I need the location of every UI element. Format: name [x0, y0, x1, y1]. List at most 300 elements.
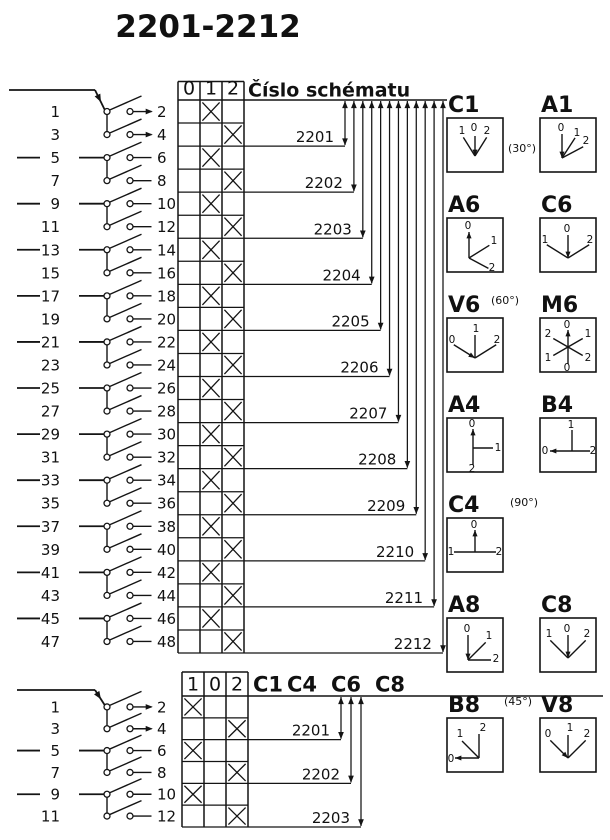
position-digit: 0: [470, 122, 478, 134]
position-digit: 2: [468, 463, 476, 475]
position-box-C4: [447, 493, 503, 572]
handle-position-line: [568, 640, 586, 658]
contact-terminal: [104, 615, 110, 621]
contact-number-left: 21: [40, 333, 60, 352]
contact-row: [50, 119, 166, 144]
position-box-title: C4: [448, 493, 480, 518]
contact-number-left: 1: [50, 103, 60, 122]
handle-position-line: [547, 245, 568, 258]
contact-terminal: [127, 362, 133, 368]
arrowhead: [413, 507, 419, 514]
arrowhead: [387, 369, 393, 376]
switch-blade: [109, 511, 141, 525]
contact-number-left: 5: [50, 149, 60, 168]
x-mark: [184, 698, 201, 715]
position-digit: 0: [447, 753, 455, 765]
contact-number-left: 29: [40, 425, 60, 444]
switch-blade: [109, 557, 141, 571]
contact-terminal: [104, 500, 110, 506]
arrowhead: [440, 101, 446, 108]
position-digit: 1: [584, 328, 592, 340]
contact-terminal: [127, 178, 133, 184]
contact-number-left: 23: [40, 356, 60, 375]
contact-terminal: [127, 615, 133, 621]
contact-number-right: 6: [157, 149, 167, 168]
schema-number: 2201: [295, 128, 334, 147]
position-column-header: 1: [204, 77, 218, 100]
contact-row: [41, 534, 176, 559]
contact-number-right: 48: [157, 632, 177, 651]
x-mark: [228, 720, 245, 737]
contact-terminal: [104, 178, 110, 184]
arrowhead: [387, 101, 393, 108]
arrowhead: [369, 277, 375, 284]
position-box-title: V6: [448, 293, 481, 318]
contact-terminal: [104, 362, 110, 368]
schema-number: 2206: [340, 358, 379, 377]
contact-terminal: [104, 638, 110, 644]
bus-schema-label: C1: [253, 672, 284, 697]
handle-position-line: [463, 137, 475, 156]
contact-terminal: [104, 523, 110, 529]
switch-blade: [109, 165, 141, 179]
position-box-title: A4: [448, 393, 481, 418]
contact-terminal: [104, 408, 110, 414]
handle-position-line: [568, 339, 583, 348]
contact-number-right: 2: [157, 698, 167, 717]
x-mark: [224, 356, 241, 374]
position-box-C6: [540, 193, 596, 272]
switch-blade: [109, 626, 141, 640]
contact-number-right: 30: [157, 425, 177, 444]
x-mark: [224, 218, 241, 236]
position-box-V8: [540, 693, 596, 772]
position-box-A6: [447, 193, 503, 274]
arrowhead: [146, 704, 153, 710]
switch-blade: [109, 119, 141, 133]
contact-number-left: 7: [50, 172, 60, 191]
contact-terminal: [104, 748, 110, 754]
contact-terminal: [127, 132, 133, 138]
contact-number-right: 22: [157, 333, 177, 352]
contact-terminal: [104, 293, 110, 299]
position-digit: 2: [492, 653, 500, 665]
arrowhead: [338, 697, 344, 704]
contact-row: [50, 713, 166, 738]
x-mark: [224, 448, 241, 466]
contact-row: [17, 690, 167, 726]
contact-row: [17, 142, 167, 178]
position-digit: 1: [545, 628, 553, 640]
handle-position-line: [550, 640, 568, 658]
position-digit: 0: [563, 362, 571, 374]
contact-terminal: [104, 224, 110, 230]
contact-number-right: 44: [157, 586, 177, 605]
schema-number: 2203: [313, 220, 352, 239]
contact-number-left: 3: [50, 720, 60, 739]
position-digit: 1: [566, 722, 574, 734]
position-digit: 2: [495, 546, 503, 558]
contact-number-right: 16: [157, 264, 177, 283]
contact-terminal: [127, 339, 133, 345]
contact-row: [41, 580, 176, 605]
contact-terminal: [127, 385, 133, 391]
position-digit: 0: [463, 623, 471, 635]
position-digit: 2: [479, 722, 487, 734]
position-box-title: C6: [541, 193, 573, 218]
contact-terminal: [104, 385, 110, 391]
x-mark: [224, 632, 241, 650]
switch-blade: [109, 442, 141, 456]
main-contact-diagram: [9, 78, 447, 654]
contact-terminal: [104, 813, 110, 819]
contact-number-left: 1: [50, 698, 60, 717]
arrowhead: [369, 101, 375, 108]
contact-number-left: 7: [50, 763, 60, 782]
contact-terminal: [127, 638, 133, 644]
switch-blade: [109, 96, 141, 110]
contact-number-left: 15: [40, 264, 60, 283]
switch-blade: [109, 691, 141, 705]
switch-blade: [109, 801, 141, 815]
contact-number-right: 46: [157, 609, 177, 628]
contact-terminal: [127, 270, 133, 276]
contact-number-left: 45: [40, 609, 60, 628]
position-digit: 2: [493, 334, 501, 346]
arrowhead: [378, 323, 384, 330]
position-box-A8: [447, 593, 503, 672]
x-mark: [184, 742, 201, 759]
contact-number-right: 36: [157, 494, 177, 513]
contact-terminal: [127, 293, 133, 299]
position-box-title: C8: [541, 593, 573, 618]
contact-row: [41, 303, 176, 328]
contact-terminal: [104, 431, 110, 437]
x-mark: [228, 808, 245, 825]
schema-connector: [248, 697, 364, 827]
x-mark: [184, 786, 201, 803]
contact-terminal: [104, 270, 110, 276]
contact-number-left: 19: [40, 310, 60, 329]
contact-terminal: [104, 339, 110, 345]
x-mark: [202, 425, 219, 443]
contact-number-right: 8: [157, 763, 167, 782]
bus-schema-label: C6: [331, 672, 362, 697]
position-digit: 1: [494, 442, 502, 454]
handle-position-line: [568, 347, 583, 356]
contact-terminal: [127, 408, 133, 414]
switch-blade: [109, 779, 141, 793]
switch-blade: [109, 419, 141, 433]
x-mark: [202, 333, 219, 351]
page-title: 2201-2212: [115, 9, 301, 45]
contact-terminal: [104, 592, 110, 598]
position-digit: 2: [589, 445, 597, 457]
schema-number: 2209: [367, 496, 406, 515]
switch-blade: [109, 488, 141, 502]
position-digit: 0: [557, 122, 565, 134]
position-digit: 1: [544, 352, 552, 364]
contact-number-right: 8: [157, 172, 167, 191]
x-mark: [202, 379, 219, 397]
contact-number-right: 4: [157, 126, 167, 145]
position-digit: 0: [464, 220, 472, 232]
x-mark: [202, 241, 219, 259]
contact-row: [41, 801, 176, 826]
position-digit: 1: [541, 234, 549, 246]
contact-row: [50, 757, 166, 782]
contact-number-right: 12: [157, 807, 177, 826]
x-mark: [202, 517, 219, 535]
switch-blade: [109, 713, 141, 727]
x-mark: [202, 563, 219, 581]
position-digit: 0: [544, 728, 552, 740]
contact-number-left: 31: [40, 448, 60, 467]
switch-blade: [109, 373, 141, 387]
position-box-B4: [540, 393, 596, 472]
switch-blade: [109, 142, 141, 156]
arrowhead: [378, 101, 384, 108]
contact-terminal: [104, 201, 110, 207]
position-digit: 2: [583, 728, 591, 740]
arrowhead: [396, 415, 402, 422]
contact-terminal: [104, 132, 110, 138]
arrowhead: [431, 599, 437, 606]
switching-angle-note: (45°): [503, 695, 533, 708]
contact-number-left: 41: [40, 563, 60, 582]
position-box-A4: [447, 393, 503, 475]
position-digit: 0: [563, 623, 571, 635]
switch-blade: [109, 349, 141, 363]
contact-number-left: 9: [50, 195, 60, 214]
contact-terminal: [104, 546, 110, 552]
arrowhead: [422, 101, 428, 108]
contact-terminal: [127, 704, 133, 710]
contact-row: [41, 349, 176, 374]
contact-number-left: 47: [40, 632, 60, 651]
contact-terminal: [127, 109, 133, 115]
arrowhead: [455, 755, 461, 760]
switch-blade: [109, 534, 141, 548]
contact-terminal: [127, 500, 133, 506]
contact-terminal: [127, 791, 133, 797]
handle-position-line: [469, 245, 489, 258]
contact-number-right: 14: [157, 241, 177, 260]
schema-number: 2208: [358, 450, 397, 469]
x-mark: [224, 402, 241, 420]
contact-number-left: 33: [40, 471, 60, 490]
arrowhead: [348, 776, 354, 783]
contact-number-left: 11: [40, 807, 60, 826]
schema-number-column-title: Číslo schématu: [248, 79, 411, 102]
contact-row: [17, 735, 167, 769]
contact-terminal: [104, 247, 110, 253]
schema-connector: [244, 101, 348, 146]
x-mark: [202, 287, 219, 305]
contact-row: [41, 626, 176, 651]
switching-angle-notes: [488, 142, 539, 708]
handle-position-line: [553, 347, 568, 356]
arrowhead: [342, 101, 348, 108]
contact-terminal: [127, 155, 133, 161]
arrowhead: [146, 109, 153, 115]
switching-angle-note: (90°): [509, 496, 539, 509]
contact-number-right: 10: [157, 785, 177, 804]
contact-terminal: [104, 704, 110, 710]
contact-terminal: [104, 569, 110, 575]
handle-position-line: [475, 137, 487, 156]
handle-position-line: [468, 642, 486, 660]
x-mark: [224, 540, 241, 558]
contact-terminal: [104, 109, 110, 115]
switch-blade: [109, 603, 141, 617]
position-box-M6: [540, 293, 596, 374]
position-digit: 2: [544, 328, 552, 340]
contact-number-right: 28: [157, 402, 177, 421]
arrowhead: [550, 448, 556, 453]
contact-number-left: 13: [40, 241, 60, 260]
position-digit: 0: [563, 319, 571, 331]
contact-number-right: 26: [157, 379, 177, 398]
arrowhead: [431, 101, 437, 108]
position-column-header: 2: [230, 673, 244, 696]
contact-terminal: [127, 316, 133, 322]
schema-connector: [244, 101, 366, 238]
schema-number: 2212: [393, 635, 432, 654]
handle-position-line: [462, 741, 479, 758]
contact-terminal: [127, 523, 133, 529]
position-box-title: B4: [541, 393, 574, 418]
x-mark: [224, 310, 241, 328]
schema-number: 2203: [311, 808, 350, 827]
arrowhead: [396, 101, 402, 108]
contact-terminal: [104, 316, 110, 322]
position-box-title: B8: [448, 693, 481, 718]
position-column-header: 0: [182, 77, 196, 100]
schema-number: 2210: [375, 542, 415, 561]
contact-number-left: 3: [50, 126, 60, 145]
contact-number-right: 2: [157, 103, 167, 122]
x-mark: [224, 586, 241, 604]
position-digit: 2: [583, 628, 591, 640]
switch-blade: [109, 257, 141, 271]
contact-terminal: [127, 247, 133, 253]
contact-row: [41, 396, 176, 421]
contact-number-left: 27: [40, 402, 60, 421]
position-box-title: A1: [541, 93, 574, 118]
contact-number-right: 42: [157, 563, 177, 582]
arrowhead: [338, 732, 344, 739]
contact-terminal: [127, 224, 133, 230]
handle-position-line: [475, 345, 496, 358]
arrowhead: [360, 231, 366, 238]
arrowhead: [95, 94, 104, 104]
switch-blade: [109, 234, 141, 248]
arrowhead: [405, 461, 411, 468]
x-mark: [224, 494, 241, 512]
switch-blade: [109, 326, 141, 340]
schema-number: 2205: [331, 312, 370, 331]
handle-position-line: [553, 339, 568, 348]
position-digit: 0: [470, 519, 478, 531]
arrowhead: [146, 132, 153, 138]
position-box-C8: [540, 593, 596, 672]
position-digit: 1: [573, 127, 581, 139]
contact-terminal: [104, 726, 110, 732]
contact-number-right: 34: [157, 471, 177, 490]
contact-terminal: [127, 546, 133, 552]
schema-number: 2204: [322, 266, 361, 285]
bus-schema-label: C4: [287, 672, 318, 697]
contact-terminal: [104, 769, 110, 775]
arrowhead: [358, 819, 364, 826]
position-digit: 2: [483, 125, 491, 137]
position-box-title: A6: [448, 193, 481, 218]
x-mark: [224, 264, 241, 282]
switch-blade: [109, 303, 141, 317]
contact-row: [50, 165, 166, 190]
contact-number-right: 18: [157, 287, 177, 306]
position-box-title: M6: [541, 293, 579, 318]
x-mark: [202, 102, 219, 120]
schema-number: 2211: [384, 588, 424, 607]
switch-blade: [109, 465, 141, 479]
position-column-header: 0: [208, 673, 222, 696]
schema-connector: [248, 697, 344, 740]
switching-angle-note: (60°): [490, 294, 520, 307]
arrowhead: [94, 691, 104, 701]
contact-terminal: [127, 569, 133, 575]
contact-row: [41, 211, 176, 236]
position-digit: 1: [490, 235, 498, 247]
arrowhead: [422, 553, 428, 560]
contact-number-left: 25: [40, 379, 60, 398]
switch-blade: [109, 188, 141, 202]
handle-position-boxes: [447, 93, 596, 772]
position-box-title: V8: [541, 693, 574, 718]
handle-position-line: [469, 258, 488, 268]
x-mark: [202, 471, 219, 489]
bus-schema-label: C8: [375, 672, 406, 697]
contact-terminal: [104, 155, 110, 161]
position-digit: 1: [456, 728, 464, 740]
switch-blade: [109, 580, 141, 594]
switch-blade: [109, 735, 141, 749]
arrowhead: [360, 101, 366, 108]
contact-terminal: [127, 431, 133, 437]
contact-terminal: [127, 748, 133, 754]
contact-number-right: 6: [157, 742, 167, 761]
x-mark: [202, 148, 219, 166]
contact-row: [41, 257, 176, 282]
position-box-title: A8: [448, 593, 481, 618]
contact-number-right: 38: [157, 517, 177, 536]
schema-number: 2202: [304, 174, 343, 193]
contact-terminal: [127, 454, 133, 460]
contact-number-right: 32: [157, 448, 177, 467]
switch-blade: [109, 280, 141, 294]
position-digit: 1: [458, 125, 466, 137]
contact-number-left: 9: [50, 785, 60, 804]
x-mark: [202, 195, 219, 213]
contact-number-left: 11: [40, 218, 60, 237]
position-box-frame: [447, 718, 503, 772]
x-mark: [224, 172, 241, 190]
arrowhead: [146, 726, 153, 732]
contact-number-right: 10: [157, 195, 177, 214]
switching-table: [178, 78, 447, 654]
contact-terminal: [127, 477, 133, 483]
